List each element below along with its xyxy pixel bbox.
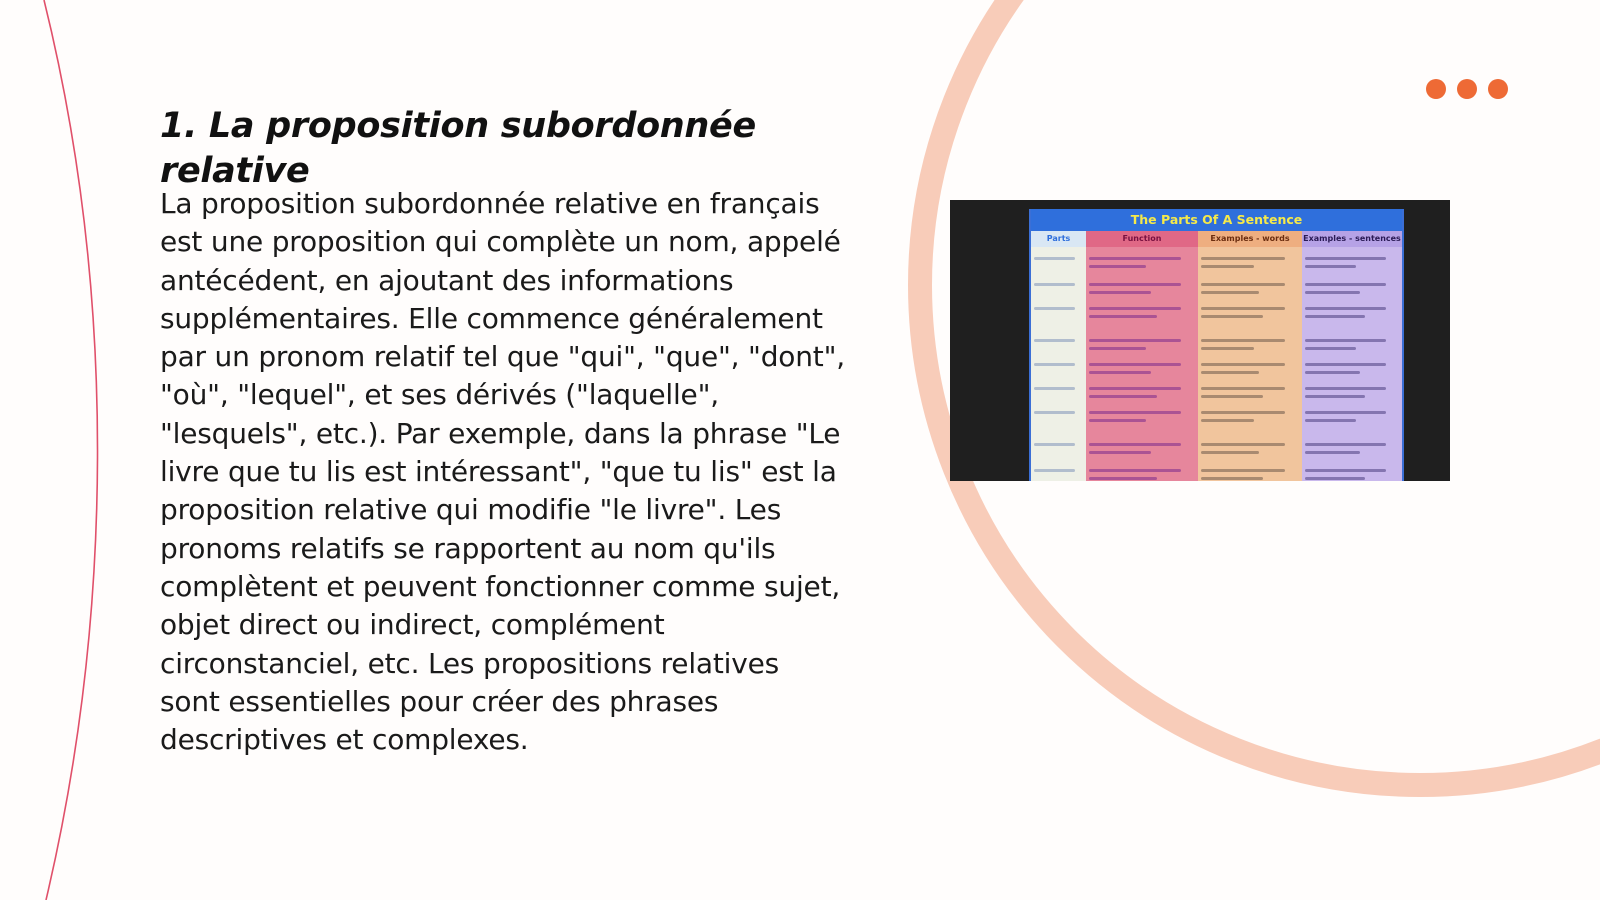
table-cell-blur: [1201, 339, 1285, 342]
table-header-cell: Examples - words: [1198, 231, 1302, 247]
table-cell-blur: [1034, 283, 1075, 286]
table-cell-blur: [1034, 387, 1075, 390]
slide-title: 1. La proposition subordonnée relative: [160, 106, 756, 191]
table-cell-blur: [1305, 257, 1386, 260]
table-cell-blur: [1305, 469, 1386, 472]
table-cell-blur: [1089, 257, 1181, 260]
table-cell-blur: [1089, 387, 1181, 390]
table-cell-blur: [1089, 469, 1181, 472]
table-cell-blur: [1089, 395, 1157, 398]
table-cell-blur: [1201, 387, 1285, 390]
table-cell-blur: [1305, 315, 1365, 318]
table-cell-blur: [1201, 265, 1254, 268]
table-cell-blur: [1089, 443, 1181, 446]
table-cell-blur: [1089, 291, 1151, 294]
table-cell-blur: [1201, 477, 1263, 480]
table-cell-blur: [1305, 419, 1356, 422]
table-cell-blur: [1201, 291, 1259, 294]
table-cell-blur: [1034, 307, 1075, 310]
table-cell-blur: [1089, 363, 1181, 366]
dot-icon: [1426, 79, 1446, 99]
table-cell-blur: [1305, 411, 1386, 414]
table-cell-blur: [1201, 451, 1259, 454]
table-header-cell: Examples - sentences: [1302, 231, 1402, 247]
table-cell-blur: [1305, 291, 1360, 294]
table-cell-blur: [1201, 411, 1285, 414]
table-cell-blur: [1034, 257, 1075, 260]
table-cell-blur: [1201, 257, 1285, 260]
table-cell-blur: [1034, 411, 1075, 414]
table-cell-blur: [1201, 347, 1254, 350]
table-cell-blur: [1089, 371, 1151, 374]
table-cell-blur: [1089, 419, 1146, 422]
table-column-parts: [1031, 247, 1086, 481]
table-column-function: [1086, 247, 1198, 481]
table-cell-blur: [1089, 339, 1181, 342]
table-cell-blur: [1201, 419, 1254, 422]
table-cell-blur: [1201, 315, 1263, 318]
table-cell-blur: [1201, 469, 1285, 472]
table-cell-blur: [1305, 451, 1360, 454]
table-cell-blur: [1305, 347, 1356, 350]
table-cell-blur: [1089, 477, 1157, 480]
table-cell-blur: [1305, 477, 1365, 480]
table-cell-blur: [1201, 443, 1285, 446]
table-cell-blur: [1305, 371, 1360, 374]
table-cell-blur: [1089, 265, 1146, 268]
table-cell-blur: [1034, 469, 1075, 472]
dot-icon: [1488, 79, 1508, 99]
table-cell-blur: [1305, 387, 1386, 390]
table-cell-blur: [1089, 315, 1157, 318]
table-column-examples-words: [1198, 247, 1302, 481]
table-cell-blur: [1034, 363, 1075, 366]
table-cell-blur: [1305, 443, 1386, 446]
table-cell-blur: [1201, 283, 1285, 286]
table-cell-blur: [1305, 265, 1356, 268]
dot-icon: [1457, 79, 1477, 99]
table-header-row: [1031, 231, 1402, 247]
table-cell-blur: [1034, 339, 1075, 342]
table-cell-blur: [1305, 339, 1386, 342]
embedded-table-image: [950, 200, 1450, 481]
table-cell-blur: [1305, 283, 1386, 286]
table-cell-blur: [1201, 307, 1285, 310]
table-cell-blur: [1305, 307, 1386, 310]
three-dots-icon: [1426, 79, 1508, 99]
table-column-examples-sentences: [1302, 247, 1402, 481]
table-cell-blur: [1034, 443, 1075, 446]
table-cell-blur: [1201, 371, 1259, 374]
left-accent-curve: [44, 0, 98, 900]
table-cell-blur: [1305, 395, 1365, 398]
table-header-cell: Parts: [1031, 231, 1086, 247]
parts-of-sentence-table: [1029, 209, 1404, 481]
table-title: The Parts Of A Sentence: [1031, 209, 1402, 231]
table-cell-blur: [1089, 283, 1181, 286]
table-cell-blur: [1089, 451, 1151, 454]
table-cell-blur: [1201, 395, 1263, 398]
table-body: [1031, 247, 1402, 481]
table-cell-blur: [1089, 307, 1181, 310]
slide-body-text: La proposition subordonnée relative en français est une proposition qui complète un nom, appelé antécédent, en ajoutant des informations supplémentaires. Elle commence généralement par un pronom relatif tel que "qui", "que", "dont", "où", "lequel", et ses dérivés ("laquelle", "lesquels", etc.). Par exemple, dans la phrase "Le livre que tu lis est intéressant", "que tu lis" est la proposition relative qui modifie "le livre". Les pronoms relatifs se rapportent au nom qu'ils complètent et peuvent fonctionner comme sujet, objet direct ou indirect, complément circonstanciel, etc. Les propositions relatives sont essentielles pour créer des phrases descriptives et complexes.: [160, 187, 845, 757]
table-cell-blur: [1089, 347, 1146, 350]
table-cell-blur: [1201, 363, 1285, 366]
table-cell-blur: [1305, 363, 1386, 366]
table-cell-blur: [1089, 411, 1181, 414]
table-header-cell: Function: [1086, 231, 1198, 247]
